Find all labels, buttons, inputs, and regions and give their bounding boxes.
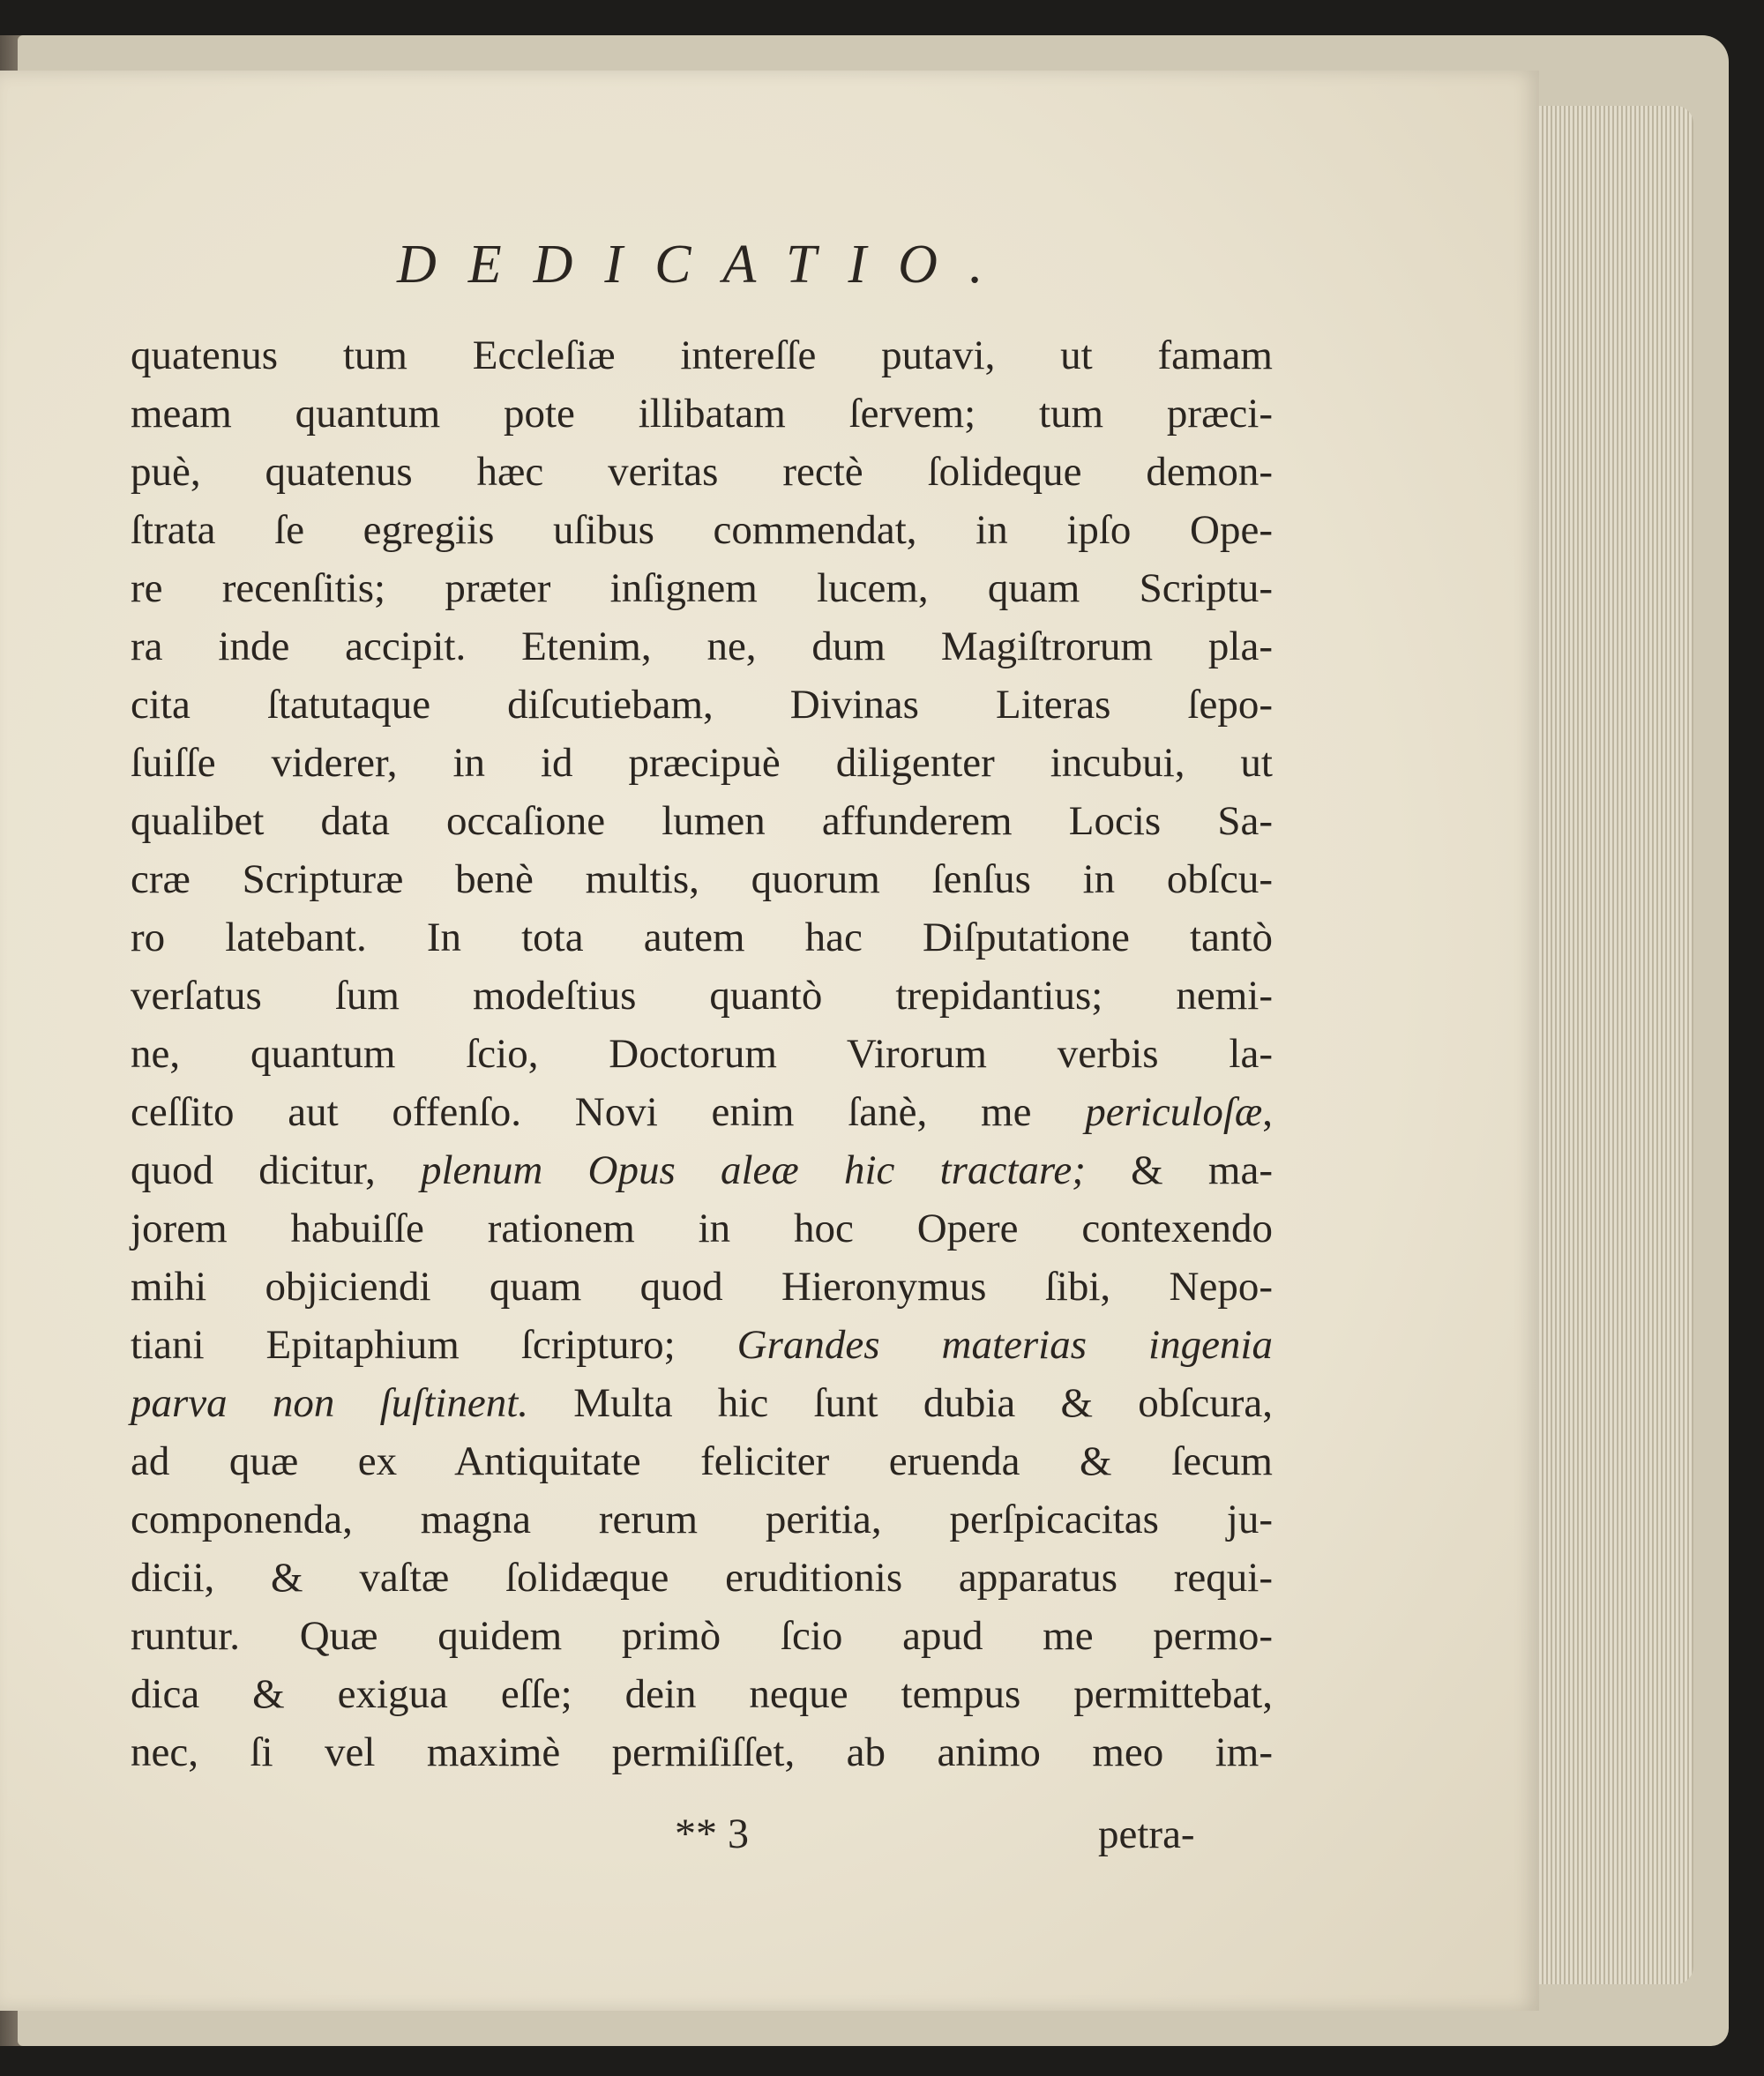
page-edges	[1517, 106, 1693, 1984]
text-line	[131, 443, 1273, 501]
text-line	[131, 676, 1273, 734]
text-segment: ſuiſſe viderer, in id præcipuè diligenter incubui, ut	[131, 740, 1273, 786]
text-line	[131, 1723, 1273, 1781]
text-segment: dicii, & vaſtæ ſolidæque eruditionis apparatus requi-	[131, 1555, 1273, 1601]
text-segment: ad quæ ex Antiquitate feliciter eruenda & ſecum	[131, 1438, 1273, 1484]
text-segment: ro latebant. In tota autem hac Diſputatione tantò	[131, 915, 1273, 960]
italic-text: plenum Opus aleæ hic tractare;	[420, 1147, 1086, 1193]
text-line	[131, 967, 1273, 1025]
signature-mark: ** 3	[675, 1811, 749, 1857]
text-line	[131, 850, 1273, 908]
text-segment: ne, quantum ſcio, Doctorum Virorum verbis la-	[131, 1031, 1273, 1077]
italic-text: periculoſæ	[1085, 1089, 1263, 1135]
catchword: petra-	[1098, 1811, 1195, 1857]
italic-text: Grandes materias ingenia	[736, 1322, 1273, 1368]
text-line	[131, 1490, 1273, 1549]
text-segment: & ma-	[1085, 1147, 1273, 1193]
text-line	[131, 1083, 1273, 1141]
text-segment: componenda, magna rerum peritia, perſpicacitas ju-	[131, 1497, 1273, 1542]
italic-text: parva non ſuſtinent.	[131, 1380, 529, 1426]
text-line	[131, 1432, 1273, 1490]
text-line	[131, 385, 1273, 443]
text-line	[131, 1665, 1273, 1723]
text-line	[131, 559, 1273, 617]
text-segment: mihi objiciendi quam quod Hieronymus ſibi, Nepo-	[131, 1264, 1273, 1310]
text-segment: dica & exigua eſſe; dein neque tempus permittebat,	[131, 1671, 1273, 1717]
text-line	[131, 734, 1273, 792]
text-line	[131, 1316, 1273, 1374]
text-segment: re recenſitis; præter inſignem lucem, quam Scriptu-	[131, 565, 1273, 611]
text-segment: meam quantum pote illibatam ſervem; tum præci-	[131, 391, 1273, 437]
text-line	[131, 908, 1273, 967]
text-line	[131, 1141, 1273, 1199]
text-line	[131, 1025, 1273, 1083]
text-segment: cræ Scripturæ benè multis, quorum ſenſus in obſcu-	[131, 856, 1273, 902]
text-segment: quod dicitur,	[131, 1147, 421, 1193]
text-segment: ra inde accipit. Etenim, ne, dum Magiſtrorum pla-	[131, 624, 1273, 669]
text-segment: cita ſtatutaque diſcutiebam, Divinas Literas ſepo-	[131, 682, 1273, 728]
text-line	[131, 617, 1273, 676]
page-body-text	[131, 326, 1273, 1781]
text-line	[131, 1374, 1273, 1432]
text-segment: puè, quatenus hæc veritas rectè ſolideque demon-	[131, 449, 1273, 495]
text-segment: Multa hic ſunt dubia & obſcura,	[528, 1380, 1273, 1426]
text-line	[131, 1258, 1273, 1316]
text-line	[131, 326, 1273, 385]
text-segment: quatenus tum Eccleſiæ intereſſe putavi, ut famam	[131, 332, 1273, 378]
text-segment: runtur. Quæ quidem primò ſcio apud me permo-	[131, 1613, 1273, 1659]
text-segment: nec, ſi vel maximè permiſiſſet, ab animo meo im-	[131, 1729, 1273, 1775]
text-line	[131, 1549, 1273, 1607]
text-line	[131, 792, 1273, 850]
text-segment: verſatus ſum modeſtius quantò trepidantius; nemi-	[131, 973, 1273, 1019]
text-segment: qualibet data occaſione lumen affunderem Locis Sa-	[131, 798, 1273, 844]
text-segment: tiani Epitaphium ſcripturo;	[131, 1322, 737, 1368]
text-segment: ,	[1262, 1089, 1273, 1135]
text-line	[131, 1607, 1273, 1665]
text-line	[131, 501, 1273, 559]
running-title: DEDICATIO.	[397, 235, 1015, 295]
text-segment: ceſſito aut offenſo. Novi enim ſanè, me	[131, 1089, 1086, 1135]
text-line	[131, 1199, 1273, 1258]
text-segment: jorem habuiſſe rationem in hoc Opere contexendo	[131, 1206, 1273, 1251]
text-segment: ſtrata ſe egregiis uſibus commendat, in ipſo Ope-	[131, 507, 1273, 553]
